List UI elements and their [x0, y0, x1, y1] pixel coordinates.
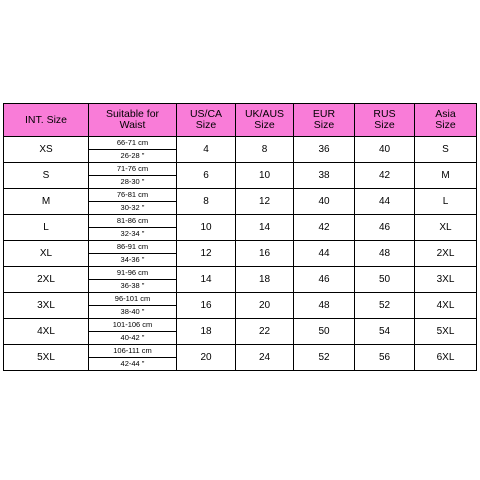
rus-size-cell: 54: [355, 319, 415, 345]
us-ca-size-cell: 6: [177, 163, 236, 189]
uk-aus-size-cell: 18: [236, 267, 294, 293]
header-asia-line2: Size: [435, 119, 456, 131]
waist-inch-cell: 38-40 ": [89, 306, 177, 319]
eur-size-cell: 48: [294, 293, 355, 319]
int-size-cell: M: [4, 189, 89, 215]
eur-size-cell: 46: [294, 267, 355, 293]
int-size-cell: 4XL: [4, 319, 89, 345]
waist-cm-cell: 71-76 cm: [89, 163, 177, 176]
rus-size-cell: 56: [355, 345, 415, 371]
asia-size-cell: 6XL: [415, 345, 477, 371]
uk-aus-size-cell: 24: [236, 345, 294, 371]
header-asia-line1: Asia: [435, 108, 456, 120]
header-us-ca-line2: Size: [195, 119, 217, 131]
us-ca-size-cell: 4: [177, 137, 236, 163]
int-size-cell: S: [4, 163, 89, 189]
header-rus-line1: RUS: [373, 108, 396, 120]
us-ca-size-cell: 12: [177, 241, 236, 267]
us-ca-size-cell: 20: [177, 345, 236, 371]
waist-inch-cell: 36-38 ": [89, 280, 177, 293]
waist-inch-cell: 28-30 ": [89, 176, 177, 189]
header-eur-size: [294, 104, 355, 137]
header-asia-size: [415, 104, 477, 137]
header-uk-aus-size: [236, 104, 294, 137]
uk-aus-size-cell: 10: [236, 163, 294, 189]
header-us-ca-size: [177, 104, 236, 137]
header-waist: [89, 104, 177, 137]
table-row: [4, 189, 477, 202]
header-uk-aus-line1: UK/AUS: [244, 108, 285, 120]
uk-aus-size-cell: 22: [236, 319, 294, 345]
asia-size-cell: L: [415, 189, 477, 215]
size-chart-body: [4, 137, 477, 371]
table-row: [4, 215, 477, 228]
eur-size-cell: 44: [294, 241, 355, 267]
asia-size-cell: 5XL: [415, 319, 477, 345]
rus-size-cell: 44: [355, 189, 415, 215]
header-eur-line1: EUR: [312, 108, 336, 120]
waist-cm-cell: 96-101 cm: [89, 293, 177, 306]
table-row: [4, 345, 477, 358]
int-size-cell: 2XL: [4, 267, 89, 293]
waist-cm-cell: 76-81 cm: [89, 189, 177, 202]
rus-size-cell: 46: [355, 215, 415, 241]
header-uk-aus-line2: Size: [254, 119, 275, 131]
table-row: [4, 293, 477, 306]
eur-size-cell: 42: [294, 215, 355, 241]
waist-inch-cell: 26-28 ": [89, 150, 177, 163]
waist-cm-cell: 91-96 cm: [89, 267, 177, 280]
us-ca-size-cell: 10: [177, 215, 236, 241]
header-rus-line2: Size: [374, 119, 395, 131]
us-ca-size-cell: 16: [177, 293, 236, 319]
asia-size-cell: M: [415, 163, 477, 189]
rus-size-cell: 42: [355, 163, 415, 189]
rus-size-cell: 50: [355, 267, 415, 293]
waist-cm-cell: 101-106 cm: [89, 319, 177, 332]
eur-size-cell: 36: [294, 137, 355, 163]
waist-cm-cell: 81-86 cm: [89, 215, 177, 228]
rus-size-cell: 52: [355, 293, 415, 319]
us-ca-size-cell: 14: [177, 267, 236, 293]
waist-cm-cell: 86-91 cm: [89, 241, 177, 254]
header-waist-line2: Waist: [119, 119, 146, 131]
int-size-cell: 3XL: [4, 293, 89, 319]
table-row: [4, 267, 477, 280]
waist-cm-cell: 106-111 cm: [89, 345, 177, 358]
waist-inch-cell: 32-34 ": [89, 228, 177, 241]
waist-inch-cell: 40-42 ": [89, 332, 177, 345]
uk-aus-size-cell: 16: [236, 241, 294, 267]
table-row: [4, 137, 477, 150]
uk-aus-size-cell: 14: [236, 215, 294, 241]
size-chart-table: [3, 103, 477, 371]
asia-size-cell: XL: [415, 215, 477, 241]
table-row: [4, 163, 477, 176]
rus-size-cell: 48: [355, 241, 415, 267]
rus-size-cell: 40: [355, 137, 415, 163]
table-row: [4, 241, 477, 254]
header-waist-line1: Suitable for: [105, 108, 160, 120]
asia-size-cell: 3XL: [415, 267, 477, 293]
header-us-ca-line1: US/CA: [189, 108, 223, 120]
waist-inch-cell: 34-36 ": [89, 254, 177, 267]
size-chart-header: [4, 104, 477, 137]
int-size-cell: L: [4, 215, 89, 241]
eur-size-cell: 38: [294, 163, 355, 189]
table-row: [4, 319, 477, 332]
header-int-size-text: INT. Size: [24, 113, 67, 126]
uk-aus-size-cell: 8: [236, 137, 294, 163]
header-row: [4, 104, 477, 137]
asia-size-cell: 2XL: [415, 241, 477, 267]
int-size-cell: XL: [4, 241, 89, 267]
us-ca-size-cell: 8: [177, 189, 236, 215]
waist-cm-cell: 66-71 cm: [89, 137, 177, 150]
waist-inch-cell: 42-44 ": [89, 358, 177, 371]
eur-size-cell: 40: [294, 189, 355, 215]
uk-aus-size-cell: 12: [236, 189, 294, 215]
header-rus-size: [355, 104, 415, 137]
uk-aus-size-cell: 20: [236, 293, 294, 319]
waist-inch-cell: 30-32 ": [89, 202, 177, 215]
header-eur-line2: Size: [313, 119, 335, 131]
us-ca-size-cell: 18: [177, 319, 236, 345]
asia-size-cell: 4XL: [415, 293, 477, 319]
int-size-cell: 5XL: [4, 345, 89, 371]
eur-size-cell: 52: [294, 345, 355, 371]
int-size-cell: XS: [4, 137, 89, 163]
eur-size-cell: 50: [294, 319, 355, 345]
asia-size-cell: S: [415, 137, 477, 163]
header-int-size: [4, 104, 89, 137]
